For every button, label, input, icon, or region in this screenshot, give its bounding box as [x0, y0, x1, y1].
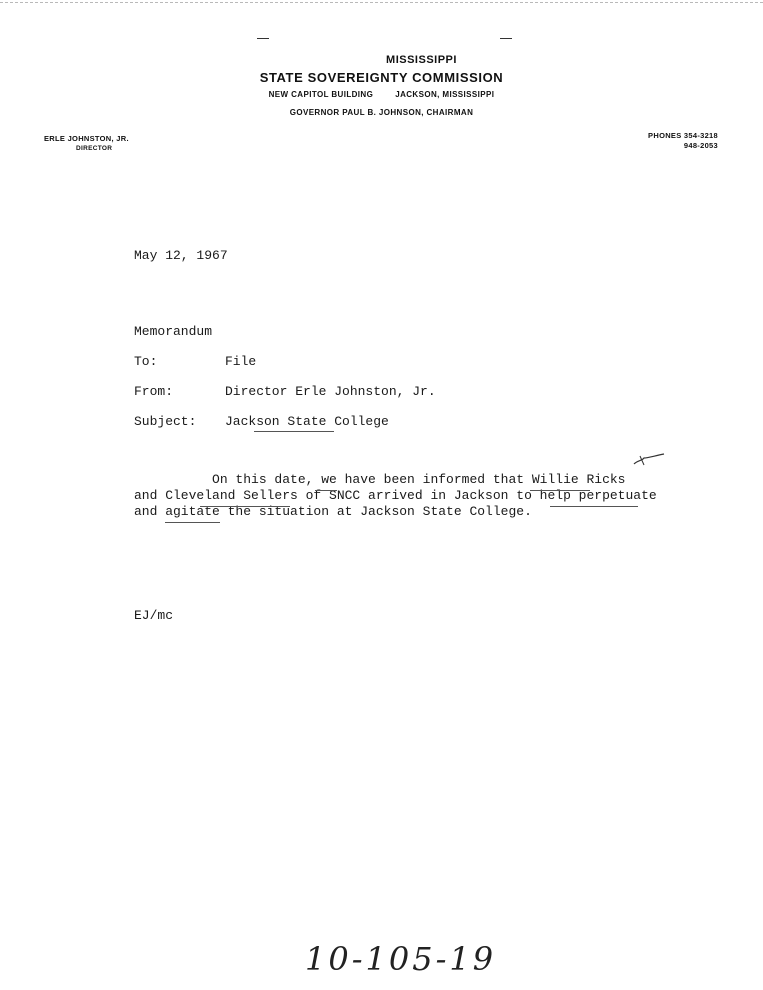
letterhead-mark-right: [500, 38, 512, 39]
memo-date: May 12, 1967: [134, 248, 228, 263]
letterhead-city: JACKSON, MISSISSIPPI: [395, 90, 495, 99]
body-line-2: and Cleveland Sellers of SNCC arrived in Jackson to help perpetuate: [134, 488, 657, 503]
memo-body: [134, 472, 657, 520]
letterhead-building: NEW CAPITOL BUILDING: [268, 90, 374, 99]
scan-edge: [0, 2, 763, 3]
body-line-3: and agitate the situation at Jackson State College.: [134, 504, 532, 519]
director-name: ERLE JOHNSTON, JR.: [44, 134, 129, 143]
pencil-underline-subject: [254, 431, 334, 432]
typist-initials: EJ/mc: [134, 608, 174, 623]
handwritten-file-number: 10-105-19: [305, 940, 497, 978]
letterhead-state: MISSISSIPPI: [386, 54, 457, 66]
letterhead-governor: GOVERNOR PAUL B. JOHNSON, CHAIRMAN: [289, 108, 474, 117]
to-label: To:: [134, 354, 158, 369]
letterhead-mark-left: [257, 38, 269, 39]
letterhead-address: [0, 90, 763, 99]
phone-line-2: 948-2053: [683, 141, 718, 150]
body-line-1: On this date, we have been informed that Willie Ricks: [134, 472, 626, 487]
subject-value: Jackson State College: [225, 414, 389, 429]
pencil-underline-date: [315, 490, 337, 491]
pencil-underline-agitate: [165, 522, 220, 523]
memo-title: Memorandum: [134, 324, 213, 339]
from-label: From:: [134, 384, 174, 399]
pencil-check-mark-icon: [632, 452, 666, 468]
letterhead-commission: STATE SOVEREIGNTY COMMISSION: [259, 70, 504, 85]
pencil-underline-willie-ricks: [530, 490, 590, 491]
pencil-underline-sellers: [200, 506, 290, 507]
from-value: Director Erle Johnston, Jr.: [225, 384, 436, 399]
to-value: File: [225, 354, 257, 369]
pencil-underline-perpetuate: [550, 506, 638, 507]
subject-label: Subject:: [134, 414, 197, 429]
director-title: DIRECTOR: [76, 145, 113, 152]
phone-line-1: PHONES 354-3218: [648, 131, 718, 140]
